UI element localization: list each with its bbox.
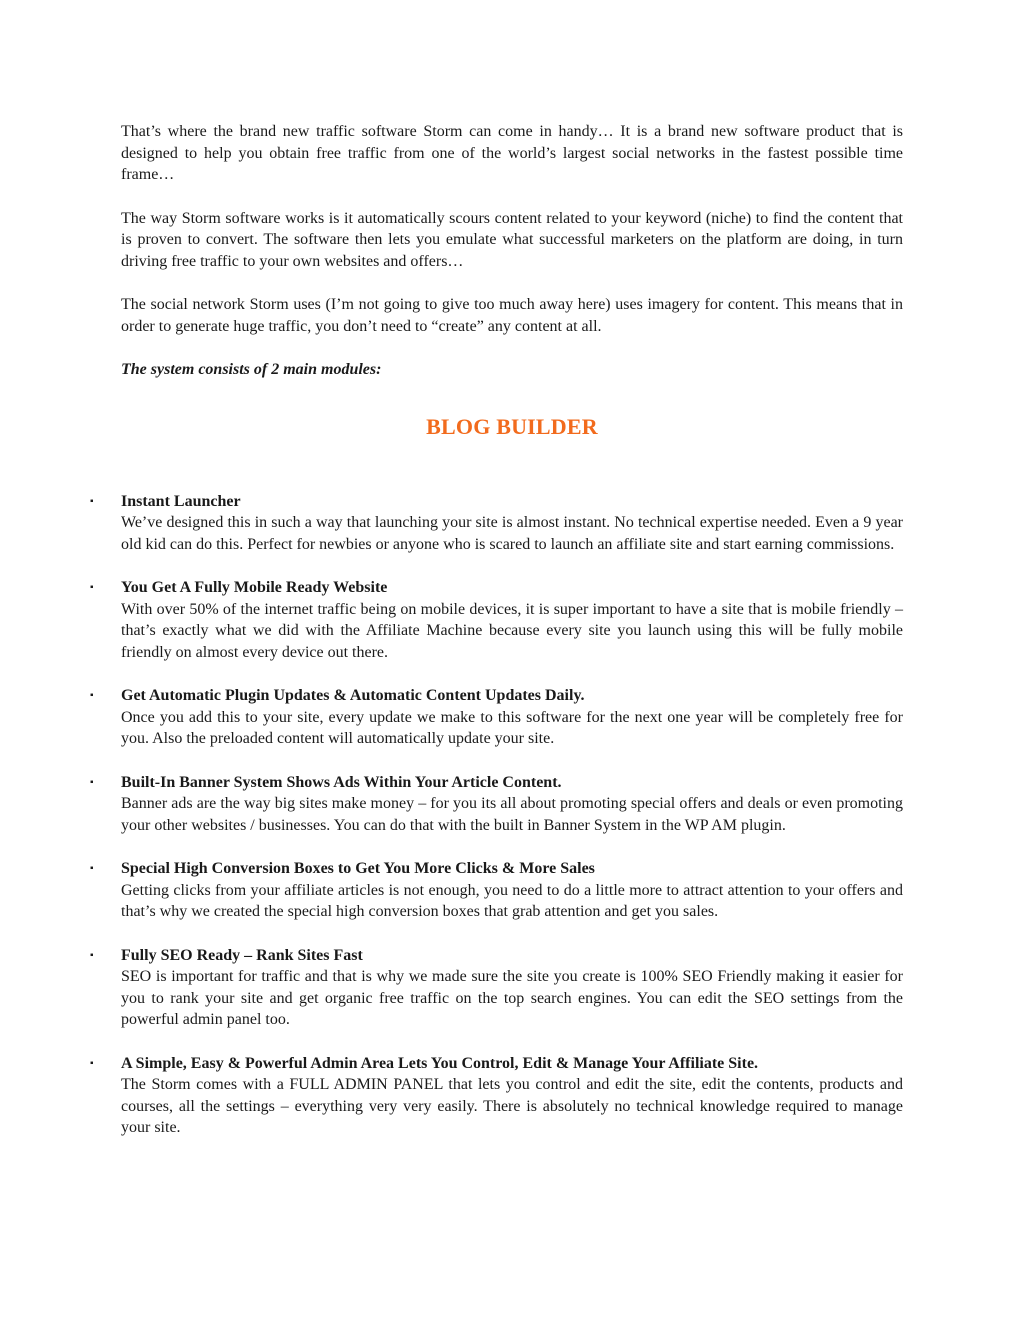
feature-item-banner-system xyxy=(90,772,903,837)
feature-item-automatic-updates xyxy=(90,685,903,750)
feature-description: We’ve designed this in such a way that launching your site is almost instant. No technical expertise needed. Even a 9 year old kid can do this. Perfect for newbies or anyone who is scared to launch an affiliate site and start earning commissions. xyxy=(121,514,903,553)
square-bullet-icon: ▪ xyxy=(90,949,94,961)
feature-title: You Get A Fully Mobile Ready Website xyxy=(121,579,388,596)
feature-title: A Simple, Easy & Powerful Admin Area Lets You Control, Edit & Manage Your Affiliate Site. xyxy=(121,1054,759,1072)
square-bullet-icon: ▪ xyxy=(90,690,94,701)
feature-item-instant-launcher xyxy=(90,491,903,556)
feature-description: With over 50% of the internet traffic being on mobile devices, it is super important to have a site that is mobile friendly – that’s exactly what we did with the Affiliate Machine because every site you launch using this will be fully mobile friendly on almost every device out there. xyxy=(121,600,903,661)
feature-title: Special High Conversion Boxes to Get You More Clicks & More Sales xyxy=(121,860,595,877)
feature-description: Once you add this to your site, every update we make to this software for the next one year will be completely free for you. Also the preloaded content will automatically update your site. xyxy=(121,708,903,747)
feature-item-mobile-ready xyxy=(90,577,903,663)
square-bullet-icon: ▪ xyxy=(90,1057,94,1069)
intro-paragraph-3: The social network Storm uses (I’m not going to give too much away here) uses imagery for content. This means that in order to generate huge traffic, you don’t need to “create” any content at all. xyxy=(121,296,903,335)
document-page xyxy=(90,121,903,1161)
square-bullet-icon: ▪ xyxy=(90,495,94,507)
feature-title: Get Automatic Plugin Updates & Automatic Content Updates Daily. xyxy=(121,687,585,704)
feature-description: Banner ads are the way big sites make money – for you its all about promoting special offers and deals or even promoting your other websites / businesses. You can do that with the built in Banner System in the WP AM plugin. xyxy=(121,795,903,834)
section-heading: BLOG BUILDER xyxy=(426,413,598,439)
square-bullet-icon: ▪ xyxy=(90,863,94,874)
feature-item-conversion-boxes xyxy=(90,858,903,923)
feature-description: Getting clicks from your affiliate articles is not enough, you need to do a little more to attract attention to your offers and that’s why we created the special high conversion boxes that grab attention and get you sales. xyxy=(121,881,903,920)
feature-item-admin-area xyxy=(90,1053,903,1139)
modules-label: The system consists of 2 main modules: xyxy=(121,361,382,378)
feature-title: Instant Launcher xyxy=(121,492,241,510)
feature-description: SEO is important for traffic and that is why we made sure the site you create is 100% SEO Friendly making it easier for you to rank your site and get organic free traffic on the top search engines. You can edit the SEO settings from the powerful admin panel too. xyxy=(121,968,903,1028)
feature-description: The Storm comes with a FULL ADMIN PANEL that lets you control and edit the site, edit the contents, products and courses, all the settings – everything very very easily. There is absolutely no technical knowledge required to manage your site. xyxy=(121,1076,903,1136)
feature-list xyxy=(90,491,903,1139)
feature-title: Built-In Banner System Shows Ads Within Your Article Content. xyxy=(121,773,562,791)
intro-paragraph-1: That’s where the brand new traffic software Storm can come in handy… It is a brand new software product that is designed to help you obtain free traffic from one of the world’s largest social networks in the fastest possible time frame… xyxy=(121,123,903,183)
square-bullet-icon: ▪ xyxy=(90,582,94,593)
intro-paragraph-2: The way Storm software works is it automatically scours content related to your keyword (niche) to find the content that is proven to convert. The software then lets you emulate what successful marketers on the platform are doing, in turn driving free traffic to your own websites and offers… xyxy=(121,209,903,270)
feature-item-seo-ready xyxy=(90,945,903,1031)
feature-title: Fully SEO Ready – Rank Sites Fast xyxy=(121,946,363,964)
square-bullet-icon: ▪ xyxy=(90,776,94,788)
